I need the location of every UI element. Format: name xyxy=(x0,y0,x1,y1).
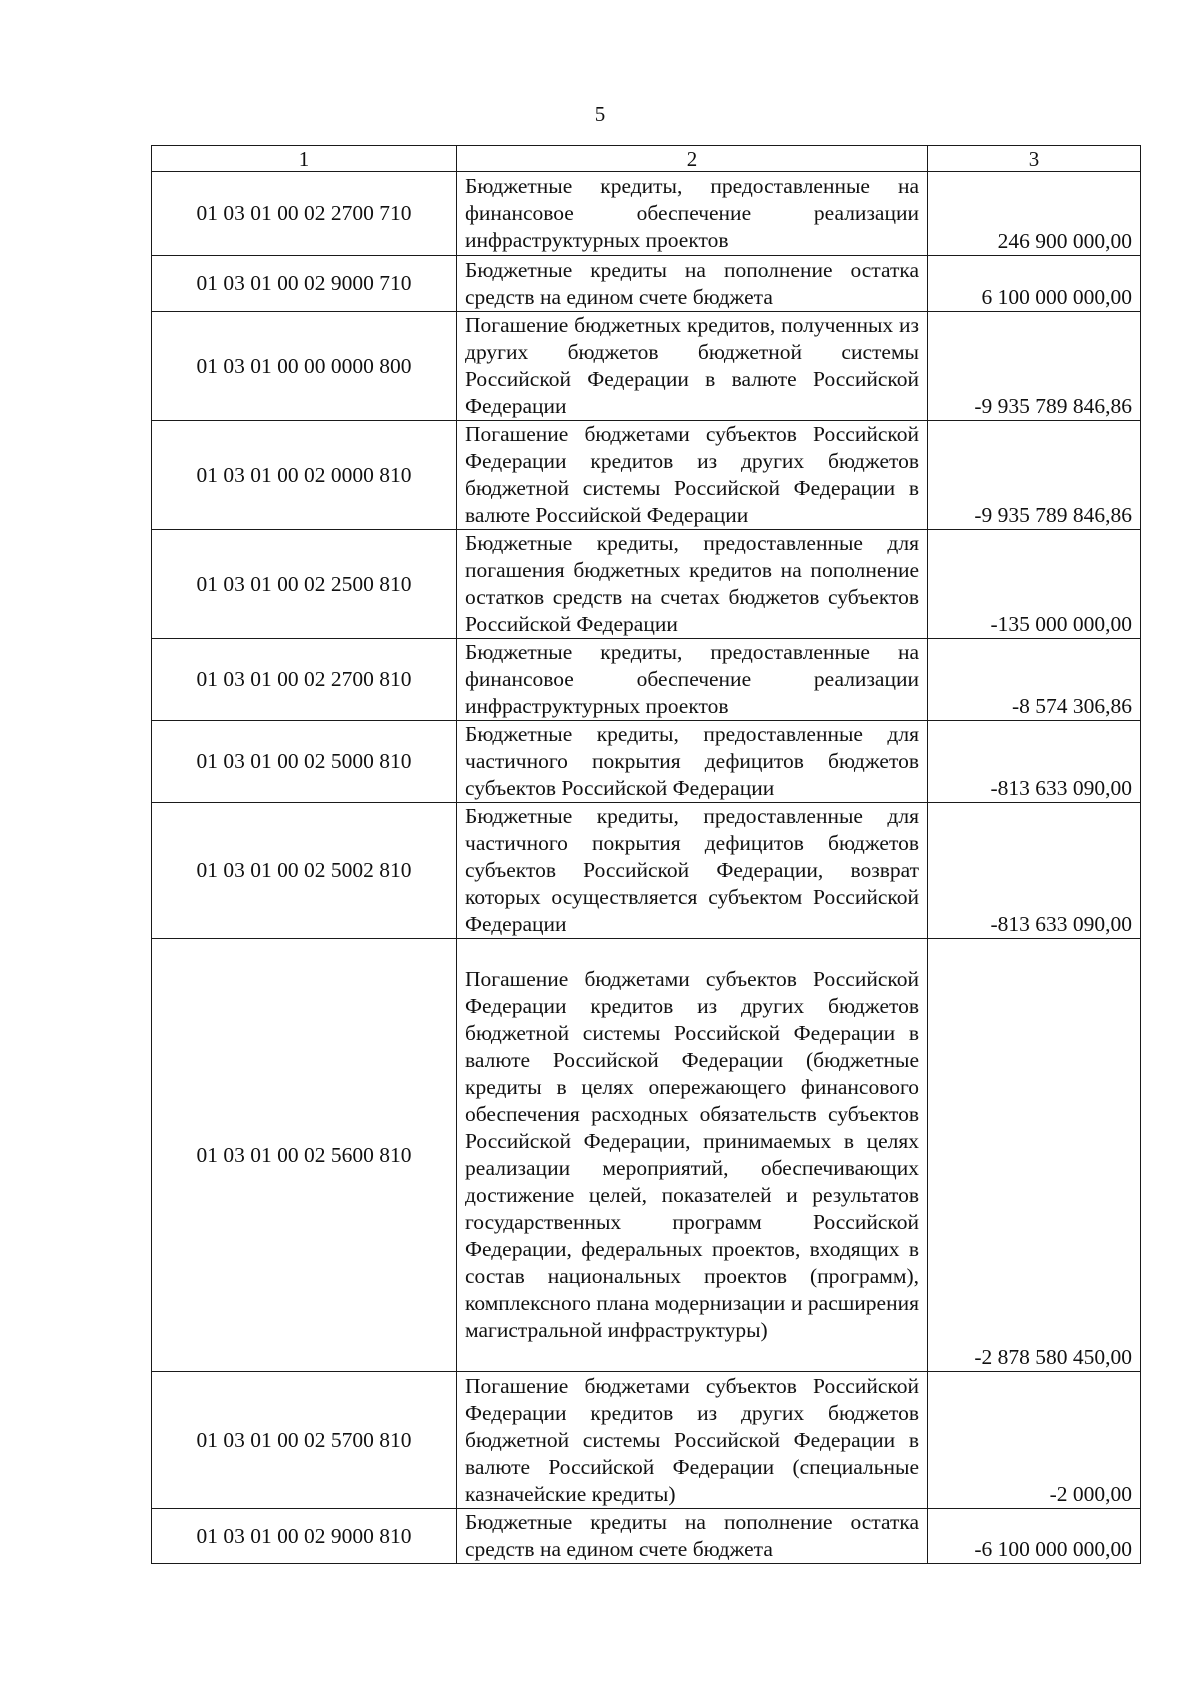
row-amount: -8 574 306,86 xyxy=(928,639,1141,721)
table-row xyxy=(152,530,1141,639)
table-row xyxy=(152,421,1141,530)
row-amount: -2 878 580 450,00 xyxy=(928,939,1141,1372)
column-header-description: 2 xyxy=(457,146,928,172)
row-description: Бюджетные кредиты на пополнение остатка средств на едином счете бюджета xyxy=(457,256,928,312)
row-description: Бюджетные кредиты, предоставленные для погашения бюджетных кредитов на пополнение остатков средств на счетах бюджетов субъектов Российской Федерации xyxy=(457,530,928,639)
row-code: 01 03 01 00 02 9000 810 xyxy=(152,1509,457,1564)
column-header-code: 1 xyxy=(152,146,457,172)
row-code: 01 03 01 00 02 2700 810 xyxy=(152,639,457,721)
row-code: 01 03 01 00 02 9000 710 xyxy=(152,256,457,312)
row-amount: -813 633 090,00 xyxy=(928,721,1141,803)
row-amount: -2 000,00 xyxy=(928,1372,1141,1509)
row-code: 01 03 01 00 02 2500 810 xyxy=(152,530,457,639)
row-code: 01 03 01 00 00 0000 800 xyxy=(152,312,457,421)
row-amount: -9 935 789 846,86 xyxy=(928,421,1141,530)
row-amount: -813 633 090,00 xyxy=(928,803,1141,939)
table-row xyxy=(152,721,1141,803)
row-description: Бюджетные кредиты, предоставленные для частичного покрытия дефицитов бюджетов субъектов Российской Федерации xyxy=(457,721,928,803)
row-code: 01 03 01 00 02 5000 810 xyxy=(152,721,457,803)
row-description: Погашение бюджетных кредитов, полученных из других бюджетов бюджетной системы Российской Федерации в валюте Российской Федерации xyxy=(457,312,928,421)
column-header-amount: 3 xyxy=(928,146,1141,172)
table-row xyxy=(152,312,1141,421)
row-description: Бюджетные кредиты на пополнение остатка средств на едином счете бюджета xyxy=(457,1509,928,1564)
row-amount: -6 100 000 000,00 xyxy=(928,1509,1141,1564)
table-row xyxy=(152,1372,1141,1509)
row-description: Бюджетные кредиты, предоставленные на финансовое обеспечение реализации инфраструктурных проектов xyxy=(457,172,928,256)
table-row xyxy=(152,172,1141,256)
row-amount: -135 000 000,00 xyxy=(928,530,1141,639)
row-amount: -9 935 789 846,86 xyxy=(928,312,1141,421)
table-row xyxy=(152,939,1141,1372)
row-amount: 6 100 000 000,00 xyxy=(928,256,1141,312)
row-description: Погашение бюджетами субъектов Российской Федерации кредитов из других бюджетов бюджетной системы Российской Федерации в валюте Российской Федерации xyxy=(457,421,928,530)
row-amount: 246 900 000,00 xyxy=(928,172,1141,256)
row-code: 01 03 01 00 02 0000 810 xyxy=(152,421,457,530)
row-code: 01 03 01 00 02 5002 810 xyxy=(152,803,457,939)
row-code: 01 03 01 00 02 5700 810 xyxy=(152,1372,457,1509)
row-code: 01 03 01 00 02 5600 810 xyxy=(152,939,457,1372)
page-number: 5 xyxy=(594,102,606,126)
row-description: Погашение бюджетами субъектов Российской Федерации кредитов из других бюджетов бюджетной системы Российской Федерации в валюте Российской Федерации (бюджетные кредиты в целях опережающего финансового обеспечения расходных обязательств субъектов Российской Федерации, принимаемых в целях реализации мероприятий, обеспечивающих достижение целей, показателей и результатов государственных программ Российской Федерации, федеральных проектов, входящих в состав национальных проектов (программ), комплексного плана модернизации и расширения магистральной инфраструктуры) xyxy=(457,939,928,1372)
table-row xyxy=(152,256,1141,312)
table-row xyxy=(152,639,1141,721)
row-description: Бюджетные кредиты, предоставленные для частичного покрытия дефицитов бюджетов субъектов Российской Федерации, возврат которых осуществляется субъектом Российской Федерации xyxy=(457,803,928,939)
row-code: 01 03 01 00 02 2700 710 xyxy=(152,172,457,256)
table-header-row xyxy=(152,146,1141,172)
table-row xyxy=(152,1509,1141,1564)
table-row xyxy=(152,803,1141,939)
row-description: Погашение бюджетами субъектов Российской Федерации кредитов из других бюджетов бюджетной системы Российской Федерации в валюте Российской Федерации (специальные казначейские кредиты) xyxy=(457,1372,928,1509)
budget-sources-table xyxy=(151,145,1141,1564)
row-description: Бюджетные кредиты, предоставленные на финансовое обеспечение реализации инфраструктурных проектов xyxy=(457,639,928,721)
